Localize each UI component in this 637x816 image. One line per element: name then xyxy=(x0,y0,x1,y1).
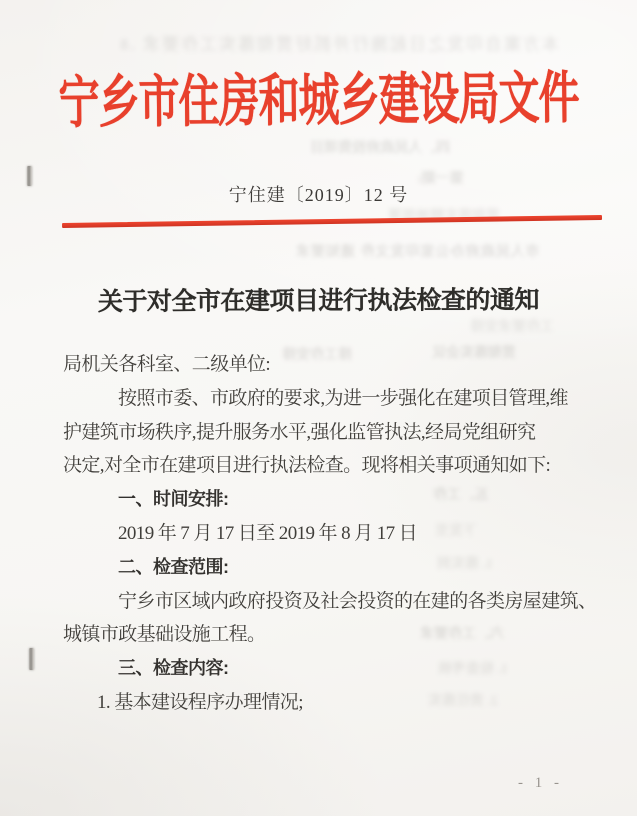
salutation-line: 局机关各科室、二级单位: xyxy=(63,354,271,375)
red-divider-rule xyxy=(62,215,602,228)
intro-line: 护建筑市场秩序,提升服务水平,强化监管执法,经局党组研究 xyxy=(63,421,536,443)
document-body xyxy=(63,348,597,720)
section-content-item: 1. 基本建设程序办理情况; xyxy=(97,691,303,713)
bleed-through-text: 六、工作要求 xyxy=(420,627,504,642)
bleed-through-text: 五、工作 xyxy=(433,488,489,503)
bleed-through-text: 四、人民政府投资项目 xyxy=(310,141,450,156)
bleed-through-text: 第一期: xyxy=(417,172,464,187)
letterhead-title: 宁乡市住房和城乡建设局文件 xyxy=(58,65,579,135)
bleed-through-text: 1. 落实到 xyxy=(437,557,493,572)
intro-line: 按照市委、市政府的要求,为进一步强化在建项目管理,维 xyxy=(118,387,568,409)
bleed-through-text: 工作要求安排 xyxy=(470,320,554,335)
section-heading-scope: 二、检查范围: xyxy=(118,556,229,577)
section-heading-content: 三、检查内容: xyxy=(118,658,229,679)
intro-line: 决定,对全市在建项目进行执法检查。现将相关事项通知如下: xyxy=(63,455,551,477)
document-number: 宁住建〔2019〕12 号 xyxy=(228,185,409,205)
bleed-through-text: 1. 检查考核 xyxy=(438,662,508,677)
bleed-through-text: 排工作安排 xyxy=(282,348,352,363)
letterhead xyxy=(0,57,637,133)
bleed-through-text: 本方案自印发之日起施行并抓好贯彻落实工作要求 .8 xyxy=(118,35,559,54)
section-time-range: 2019 年 7 月 17 日至 2019 年 8 月 17 日 xyxy=(118,522,418,544)
section-heading-time: 一、时间安排: xyxy=(118,489,229,510)
page-number: - 1 - xyxy=(518,775,563,791)
bleed-through-text: 2. 责任落实 xyxy=(428,694,498,709)
bleed-through-text: 下发至 xyxy=(435,524,477,539)
document-title: 关于对全市在建项目进行执法检查的通知 xyxy=(97,287,540,316)
section-scope-line: 城镇市政基础设施工程。 xyxy=(63,624,266,646)
bleed-through-text: 市人民政府办公室印发文件 通知要求 xyxy=(295,245,540,260)
bleed-through-text: 贯彻落实会议 xyxy=(432,346,516,361)
section-scope-line: 宁乡市区域内政府投资及社会投资的在建的各类房屋建筑、 xyxy=(118,590,597,612)
binding-mark xyxy=(29,648,34,670)
